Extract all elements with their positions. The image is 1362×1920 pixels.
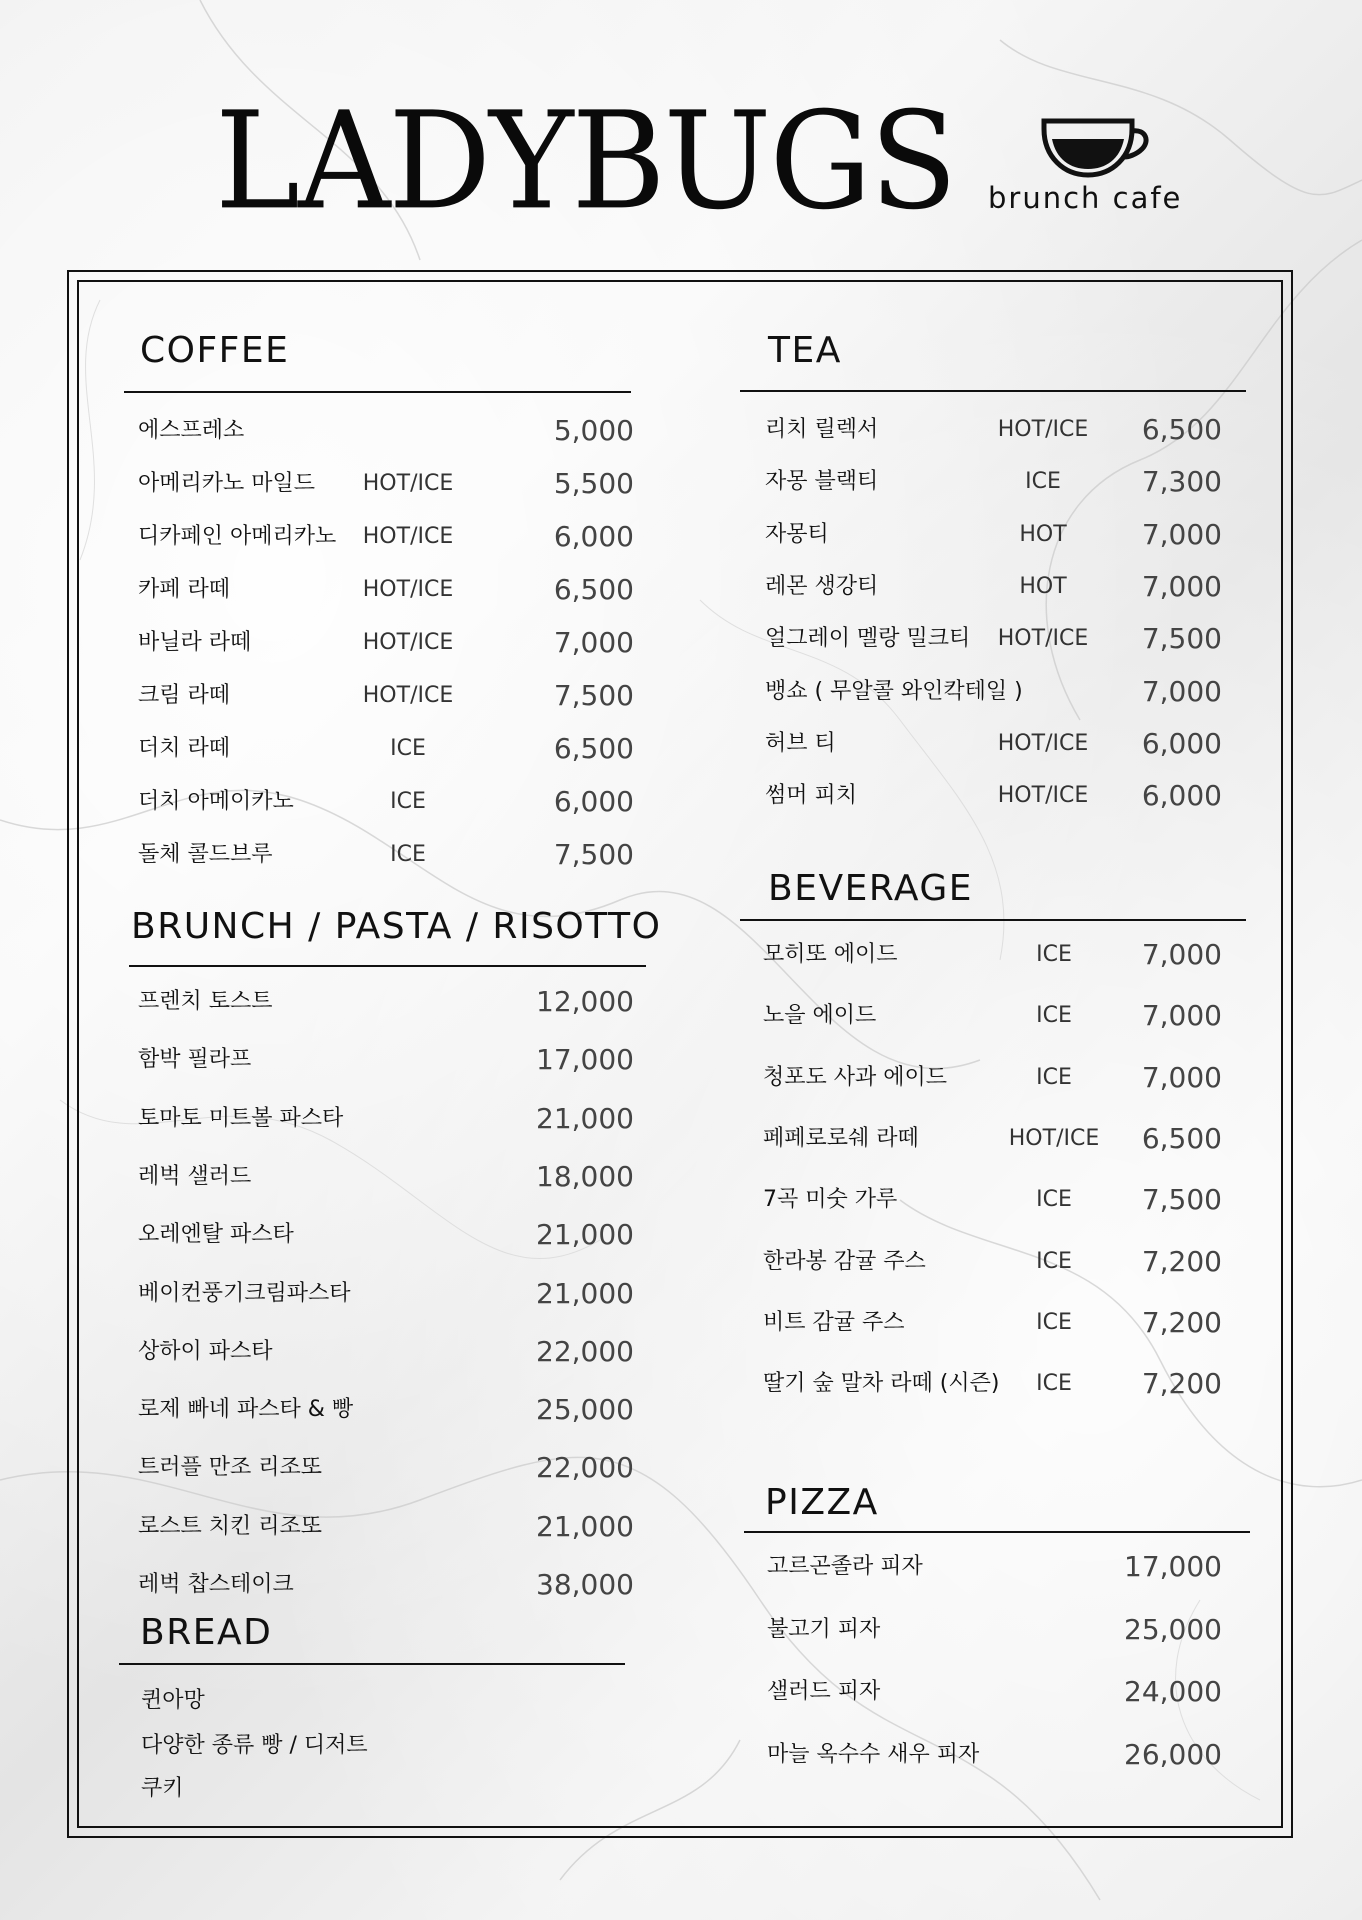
menu-item [138,782,634,822]
menu-item-name: 샐러드 피자 [767,1679,881,1704]
menu-item-price: 6,000 [553,520,634,553]
menu-item-price: 6,500 [553,732,634,765]
menu-item-price: 18,000 [536,1159,634,1193]
menu-item-price: 21,000 [536,1509,634,1543]
menu-item [138,1565,634,1605]
menu-item-price: 22,000 [536,1334,634,1368]
menu-item-option: ICE [1036,1187,1072,1213]
menu-item-price: 7,500 [553,679,634,712]
menu-item [763,935,1222,975]
menu-item [138,1215,634,1255]
menu-item-name: 함박 필라프 [138,1047,252,1073]
menu-item-name: 돌체 콜드브루 [138,842,273,867]
menu-item-option: ICE [390,736,426,761]
menu-item-price: 21,000 [536,1276,634,1310]
menu-item-price: 26,000 [1124,1737,1222,1771]
menu-item-option: ICE [1036,1064,1072,1090]
menu-item-price: 6,000 [553,785,634,818]
menu-item-option: ICE [1036,942,1072,967]
menu-item-name: 페페로로쉐 라떼 [763,1125,919,1151]
brand-tagline: brunch cafe [988,181,1183,215]
menu-item-name: 레몬 생강티 [765,573,879,599]
menu-item-option: HOT/ICE [362,471,454,496]
menu-item-name: 모히또 에이드 [763,942,898,967]
menu-item-price: 7,000 [1141,999,1222,1033]
menu-item-name: 자몽티 [765,521,829,547]
menu-item [763,1364,1222,1404]
menu-item-name: 바닐라 라떼 [138,630,252,655]
menu-item-price: 21,000 [536,1218,634,1252]
coffee-rule [124,391,631,393]
menu-item [765,672,1222,712]
bread-rule [119,1663,625,1665]
menu-item [765,776,1222,816]
menu-item-name: 자몽 블랙티 [765,469,879,495]
menu-item [767,1735,1222,1775]
menu-item-name: 레벅 찹스테이크 [138,1572,294,1597]
menu-item-price: 7,000 [1141,674,1222,708]
menu-item [763,1303,1222,1343]
menu-item-name: 베이컨풍기크림파스타 [138,1280,351,1306]
menu-item [138,1448,634,1488]
menu-item-name: 오레엔탈 파스타 [138,1222,294,1248]
menu-item-name: 딸기 숲 말차 라떼 (시즌) [763,1371,1000,1397]
menu-item [767,1672,1222,1712]
menu-item [138,676,634,716]
menu-item-name: 프렌치 토스트 [138,989,273,1014]
menu-item-name: 노을 에이드 [763,1003,877,1029]
menu-item-name: 상하이 파스타 [138,1338,273,1364]
menu-item [765,619,1222,659]
menu-item-option: HOT/ICE [362,683,454,708]
menu-item-price: 7,000 [1141,569,1222,603]
menu-item-name: 아메리카노 마일드 [138,471,316,496]
tea-rule [740,390,1246,392]
bread-item: 퀸아망 [141,1688,205,1713]
menu-item-option: HOT/ICE [997,730,1089,756]
menu-item-option: ICE [1036,1248,1072,1274]
menu-item-price: 6,000 [1141,726,1222,760]
section-title-beverage: BEVERAGE [768,868,974,909]
brunch-rule [129,965,646,967]
menu-item-option: ICE [1036,1371,1072,1397]
menu-item-name: 얼그레이 멜랑 밀크티 [765,626,971,652]
menu-item-price: 7,000 [553,626,634,659]
bread-item: 다양한 종류 빵 / 디저트 [141,1733,368,1758]
menu-item [138,1332,634,1372]
menu-item-name: 마늘 옥수수 새우 피자 [767,1741,980,1767]
brand-logo-text: LADYBUGS [215,83,956,240]
menu-item-option: HOT/ICE [997,783,1089,809]
menu-item-price: 5,000 [553,414,634,447]
menu-item-price: 7,300 [1141,465,1222,499]
menu-item-price: 12,000 [536,985,634,1018]
section-title-bread: BREAD [140,1612,273,1653]
menu-item-option: HOT/ICE [362,577,454,602]
menu-item-price: 6,500 [1141,413,1222,446]
menu-item [767,1610,1222,1650]
menu-item-price: 38,000 [536,1568,634,1601]
menu-item-price: 7,200 [1141,1367,1222,1401]
menu-item-price: 6,500 [1141,1121,1222,1155]
menu-item-price: 7,200 [1141,1244,1222,1278]
coffee-cup-icon [1040,115,1150,185]
menu-item-option: HOT/ICE [997,417,1089,442]
menu-item-price: 25,000 [1124,1612,1222,1646]
menu-item-name: 썸머 피치 [765,783,858,809]
menu-item-name: 불고기 피자 [767,1616,881,1642]
section-title-pizza: PIZZA [765,1482,879,1523]
bread-item: 쿠키 [141,1776,184,1801]
menu-item [763,1242,1222,1282]
menu-item-option: HOT/ICE [362,524,454,549]
menu-item-name: 크림 라떼 [138,683,231,708]
menu-item-name: 트러플 만조 리조또 [138,1455,323,1481]
menu-item-price: 7,000 [1141,1060,1222,1094]
menu-item-price: 24,000 [1124,1675,1222,1708]
menu-item-name: 한라봉 감귤 주스 [763,1248,926,1274]
menu-item [138,1507,634,1547]
menu-item-name: 로스트 치킨 리조또 [138,1513,323,1539]
section-title-brunch: BRUNCH / PASTA / RISOTTO [131,906,662,947]
menu-item-name: 더치 아메이카노 [138,789,294,814]
section-title-coffee: COFFEE [140,330,290,371]
menu-item-price: 7,000 [1141,938,1222,971]
menu-item-name: 뱅쇼 ( 무알콜 와인칵테일 ) [765,678,1023,704]
menu-item-name: 더치 라떼 [138,736,231,761]
menu-item-name: 카페 라떼 [138,577,231,602]
menu-item-option: HOT [1019,573,1067,599]
menu-item-price: 6,000 [1141,779,1222,813]
menu-item [763,1058,1222,1098]
section-title-tea: TEA [768,330,842,371]
menu-item [138,1157,634,1197]
menu-item-price: 7,500 [1141,622,1222,656]
menu-item [138,1040,634,1080]
menu-item [765,567,1222,607]
menu-item [138,729,634,769]
menu-item-price: 17,000 [1124,1550,1222,1583]
menu-item-option: ICE [390,842,426,867]
beverage-rule [740,919,1246,921]
menu-item-name: 리치 릴렉서 [765,417,879,442]
menu-item [765,724,1222,764]
menu-item [138,570,634,610]
menu-item [763,1119,1222,1159]
menu-item [138,982,634,1022]
menu-item-price: 5,500 [553,467,634,500]
menu-item-price: 25,000 [536,1393,634,1427]
menu-item-name: 토마토 미트볼 파스타 [138,1105,344,1131]
menu-item-name: 허브 티 [765,730,836,756]
menu-item [138,517,634,557]
menu-item-option: HOT/ICE [1008,1125,1100,1151]
menu-item [765,462,1222,502]
menu-item-price: 7,500 [1141,1183,1222,1217]
menu-item-price: 6,500 [553,573,634,606]
menu-item [138,1274,634,1314]
menu-item-name: 고르곤졸라 피자 [767,1554,923,1579]
menu-item [138,1099,634,1139]
header [0,83,1362,240]
menu-item-option: HOT/ICE [362,630,454,655]
menu-item [765,515,1222,555]
menu-item-price: 22,000 [536,1451,634,1485]
menu-item [138,835,634,875]
menu-item-name: 에스프레소 [138,418,245,443]
menu-item [767,1547,1222,1587]
menu-item-name: 디카페인 아메리카노 [138,524,337,549]
menu-item [765,410,1222,450]
menu-item-price: 17,000 [536,1043,634,1077]
menu-item-price: 7,500 [553,838,634,871]
menu-item-price: 7,200 [1141,1305,1222,1339]
menu-item-option: ICE [1036,1003,1072,1029]
menu-item-name: 레벅 샐러드 [138,1163,252,1189]
menu-item-option: HOT [1019,521,1067,547]
menu-item-option: ICE [1036,1309,1072,1335]
menu-item-name: 비트 감귤 주스 [763,1309,905,1335]
menu-item [138,464,634,504]
menu-item-option: ICE [390,789,426,814]
menu-item-price: 7,000 [1141,517,1222,551]
menu-item-name: 청포도 사과 에이드 [763,1064,948,1090]
menu-item-price: 21,000 [536,1101,634,1135]
menu-item [138,623,634,663]
menu-item-option: HOT/ICE [997,626,1089,652]
menu-item-option: ICE [1025,469,1061,495]
pizza-rule [744,1531,1250,1533]
menu-item [763,996,1222,1036]
menu-item [763,1180,1222,1220]
menu-item [138,1390,634,1430]
menu-item-name: 로제 빠네 파스타 & 빵 [138,1397,354,1423]
menu-item [138,411,634,451]
menu-item-name: 7곡 미숫 가루 [763,1187,898,1213]
